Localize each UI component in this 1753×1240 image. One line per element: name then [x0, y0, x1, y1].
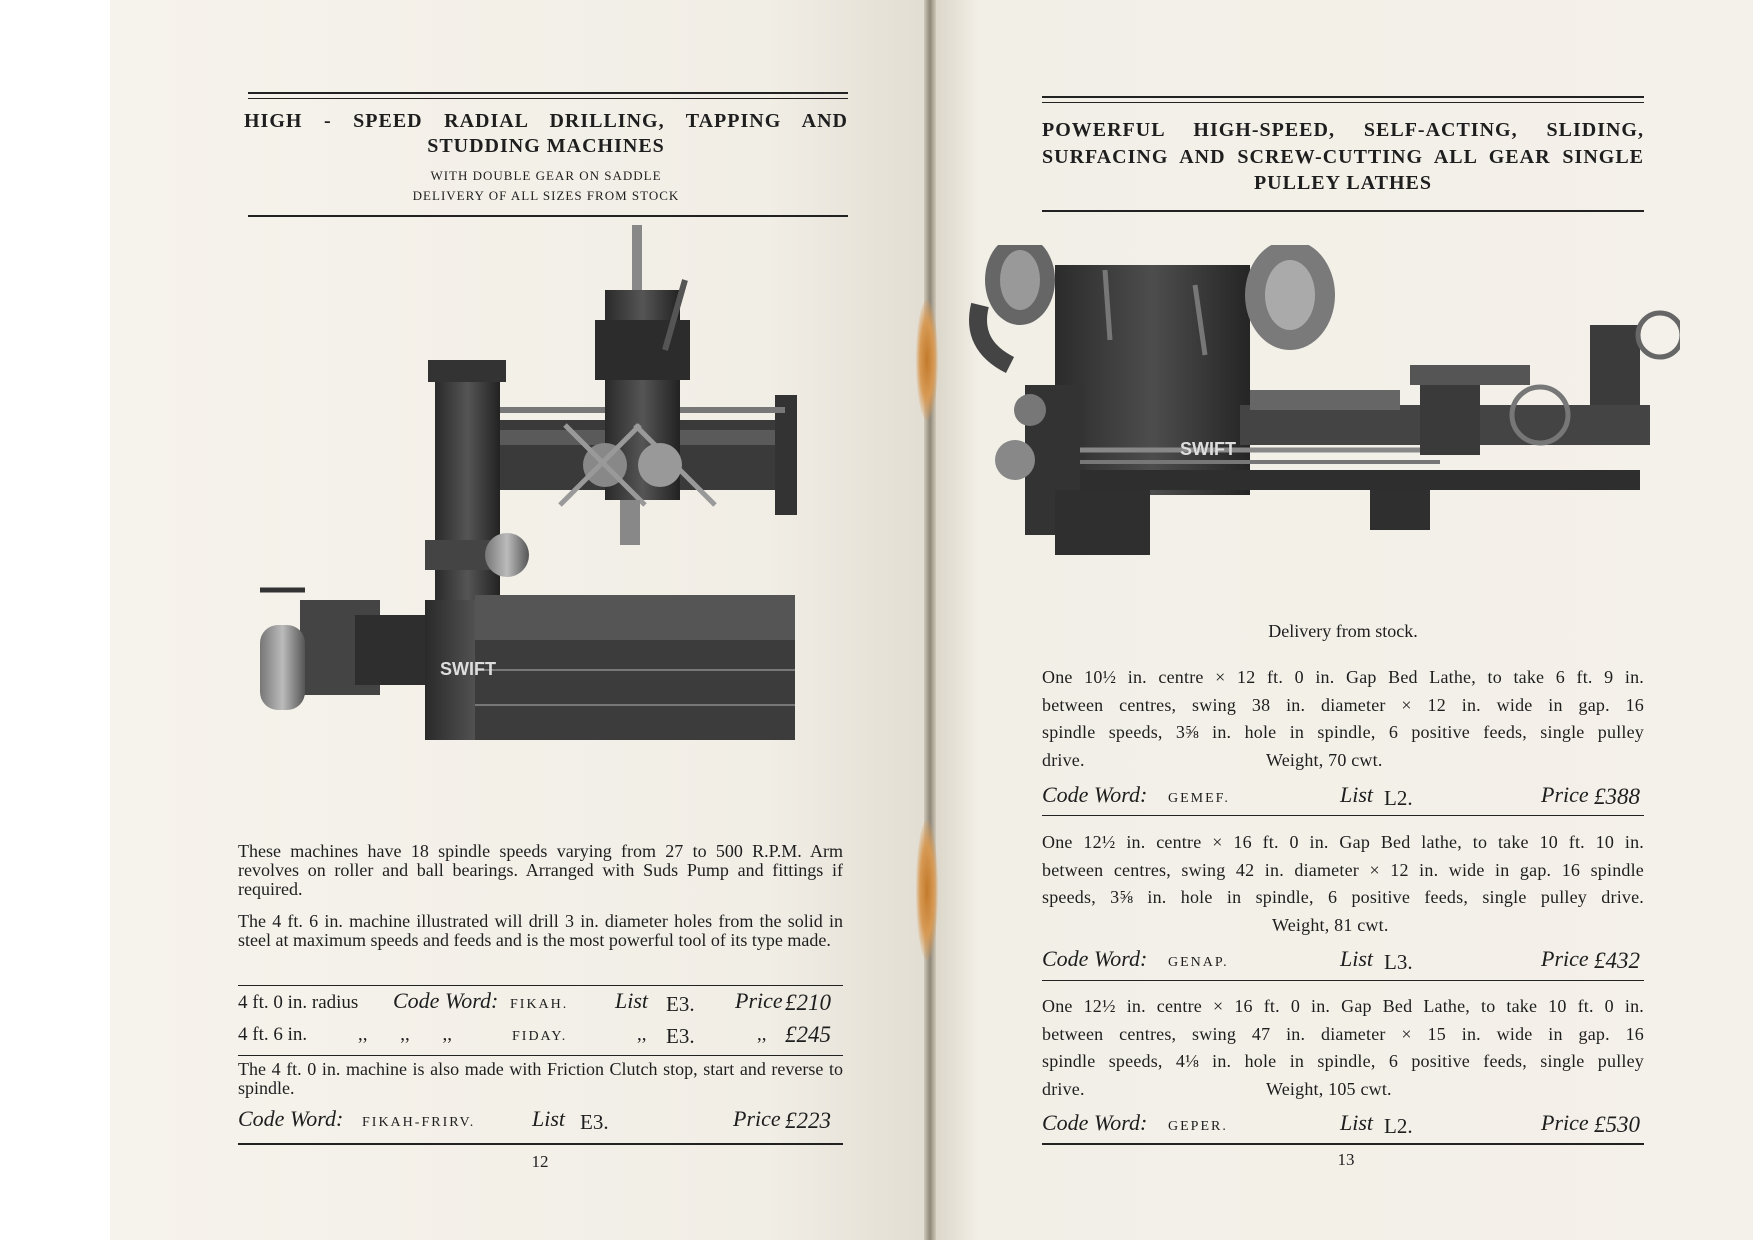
spec-line: between centres, swing 42 in. diameter × 12 in. wide in gap. 16 spindle: [1042, 859, 1644, 880]
left-heading-line2: STUDDING MACHINES: [427, 135, 665, 157]
spec-line: drive.: [1042, 1078, 1085, 1099]
price-rule: [238, 985, 843, 986]
radial-drill-illustration: [245, 220, 805, 820]
lathe-1-spec: [1042, 664, 1644, 774]
price-label: Price: [1541, 1110, 1589, 1135]
code-word-label: Code Word:: [1042, 946, 1148, 971]
list-value: E3.: [666, 992, 695, 1016]
paper-stain: [916, 820, 938, 960]
price-rule: [238, 1143, 843, 1145]
code-word-label: Code Word:: [1042, 1110, 1148, 1135]
price-label: Price: [1541, 782, 1589, 807]
delivery-note: Delivery from stock.: [1268, 621, 1418, 641]
list-value: L2.: [1384, 786, 1413, 810]
lathe-2-spec: [1042, 829, 1644, 939]
list-label: List: [615, 988, 649, 1013]
price-rule: [1042, 815, 1644, 816]
list-label: List: [532, 1106, 566, 1131]
ditto-marks: ,, ,, ,,: [358, 1024, 452, 1045]
list-value: L3.: [1384, 950, 1413, 974]
spec-line: spindle speeds, 3⅝ in. hole in spindle, 6 positive feeds, single pulley: [1042, 722, 1644, 742]
list-label: List: [1340, 946, 1374, 971]
code-word-label: Code Word:: [238, 1106, 344, 1131]
paper-stain: [916, 300, 938, 420]
price-value: £530: [1594, 1112, 1640, 1137]
right-heading-line2: SURFACING AND SCREW-CUTTING ALL GEAR SINGLE: [1042, 146, 1644, 168]
price-rule: [1042, 1143, 1644, 1145]
right-heading-line1: POWERFUL HIGH-SPEED, SELF-ACTING, SLIDING,: [1042, 119, 1644, 141]
header-rule-top: [1042, 96, 1644, 98]
header-rule-top: [248, 92, 848, 94]
code-word: GEMEF.: [1168, 791, 1230, 806]
header-rule-top-2: [1042, 102, 1644, 103]
book-spine: [924, 0, 936, 1240]
right-machine-brand: SWIFT: [1180, 439, 1236, 459]
code-word: FIKAH.: [510, 997, 569, 1012]
list-label: List: [1340, 782, 1374, 807]
left-heading-sub2: DELIVERY OF ALL SIZES FROM STOCK: [412, 188, 680, 203]
price-value: £245: [785, 1022, 831, 1047]
ditto-marks: ,,: [637, 1024, 647, 1045]
spec-line: One 10½ in. centre × 12 ft. 0 in. Gap Bed Lathe, to take 6 ft. 9 in.: [1042, 667, 1644, 687]
code-word: GEPER.: [1168, 1119, 1228, 1134]
left-paragraph-3: The 4 ft. 0 in. machine is also made with Friction Clutch stop, start and reverse to spindle.: [238, 1059, 843, 1098]
weight: Weight, 70 cwt.: [1266, 749, 1383, 770]
header-rule-bottom: [1042, 210, 1644, 212]
price-label: Price: [733, 1106, 781, 1131]
price-value: £432: [1594, 948, 1640, 973]
lathe-illustration: [960, 245, 1680, 565]
size-label: 4 ft. 0 in. radius: [238, 992, 359, 1013]
price-label: Price: [1541, 946, 1589, 971]
price-value: £223: [785, 1108, 831, 1133]
left-heading-line1: HIGH - SPEED RADIAL DRILLING, TAPPING AND: [244, 110, 848, 132]
price-rule: [238, 1055, 843, 1056]
page-number-right: 13: [1337, 1150, 1355, 1169]
list-value: L2.: [1384, 1114, 1413, 1138]
header-rule-bottom: [248, 215, 848, 217]
list-label: List: [1340, 1110, 1374, 1135]
right-heading-line3: PULLEY LATHES: [1253, 172, 1433, 194]
size-label: 4 ft. 6 in.: [238, 1024, 308, 1045]
lathe-3-spec: [1042, 993, 1644, 1103]
code-word-label: Code Word:: [1042, 782, 1148, 807]
spec-line: between centres, swing 38 in. diameter × 12 in. wide in gap. 16: [1042, 694, 1644, 715]
page-number-left: 12: [531, 1152, 549, 1171]
code-word: FIDAY.: [512, 1029, 568, 1044]
left-paragraph-2: The 4 ft. 6 in. machine illustrated will drill 3 in. diameter holes from the solid in steel at maximum speeds and feeds and is the most powerful tool of its type made.: [238, 911, 843, 950]
spec-line: One 12½ in. centre × 16 ft. 0 in. Gap Bed Lathe, to take 10 ft. 0 in.: [1042, 996, 1644, 1016]
weight: Weight, 81 cwt.: [1272, 914, 1389, 935]
price-label: Price: [735, 988, 783, 1013]
price-value: £210: [785, 990, 831, 1015]
spec-line: spindle speeds, 4⅛ in. hole in spindle, 6 positive feeds, single pulley: [1042, 1051, 1644, 1071]
spec-line: between centres, swing 47 in. diameter × 15 in. wide in gap. 16: [1042, 1023, 1644, 1044]
header-rule-top-2: [248, 98, 848, 99]
price-value: £388: [1594, 784, 1640, 809]
price-rule: [1042, 980, 1644, 981]
code-word: FIKAH-FRIRV.: [362, 1115, 476, 1130]
spec-line: speeds, 3⅝ in. hole in spindle, 6 positive feeds, single pulley drive.: [1042, 887, 1644, 907]
left-paragraph-1: These machines have 18 spindle speeds varying from 27 to 500 R.P.M. Arm revolves on roller and ball bearings. Arranged with Suds Pump and fittings if required.: [238, 841, 843, 899]
ditto-marks: ,,: [757, 1024, 767, 1045]
left-heading-sub1: WITH DOUBLE GEAR ON SADDLE: [430, 168, 662, 183]
list-value: E3.: [580, 1110, 609, 1134]
spec-line: One 12½ in. centre × 16 ft. 0 in. Gap Bed lathe, to take 10 ft. 10 in.: [1042, 832, 1644, 852]
code-word: GENAP.: [1168, 955, 1229, 970]
list-value: E3.: [666, 1024, 695, 1048]
code-word-label: Code Word:: [393, 988, 499, 1013]
spec-line: drive.: [1042, 749, 1085, 770]
left-machine-brand: SWIFT: [440, 659, 496, 679]
weight: Weight, 105 cwt.: [1266, 1078, 1392, 1099]
